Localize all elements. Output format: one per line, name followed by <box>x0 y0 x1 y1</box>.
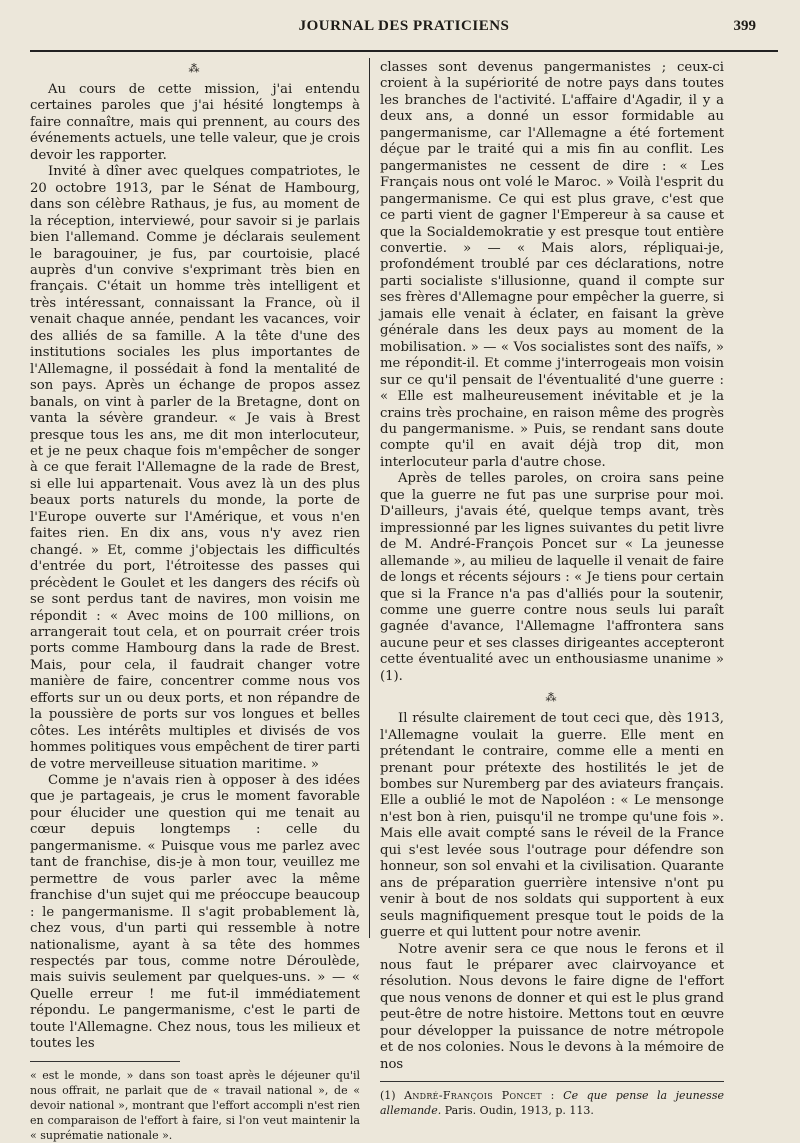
section-stars: ⁂ <box>188 62 202 75</box>
paragraph: Après de telles paroles, on croira sans peine que la guerre ne fut pas une surprise pour moi. D'ailleurs, j'avais été, quelque temps avant, très impressionné par les lignes suivantes du petit livre de M. André-François Poncet sur « La jeunesse allemande », au milieu de laquelle il venait de faire de longs et récents séjours : « Je tiens pour certain que si la France n'a pas d'alliés pour la soutenir, comme une guerre contre nous seuls lui paraît gagnée d'avance, l'Allemagne l'affrontera sans aucune peur et ses classes dirigeantes accepteront cette éventualité avec un enthousiasme unanime » (1). <box>380 471 724 684</box>
footnote-imprint: Paris. Oudin, 1913, p. 113. <box>444 1104 594 1118</box>
footnote-author: André-François Poncet : <box>404 1089 555 1103</box>
paragraph: Invité à dîner avec quelques compatriotes, le 20 octobre 1913, par le Sénat de Hambourg, dans son célèbre Rathaus, je fus, au moment de la réception, interviewé, pour savoir si je parlais bien l'allemand. Comme je déclarais seulement le baragouiner, je fus, par courtoisie, placé auprès d'un convive s'exprimant très bien en français. C'était un homme très intelligent et très intéressant, connaissant la France, où il venait chaque année, pendant les vacances, voir des alliés de sa famille. A la tête d'une des institutions sociales les plus importantes de l'Allemagne, il possédait à fond la mentalité de son pays. Après un échange de propos assez banals, on vint à parler de la Bretagne, dont on vanta la sévère grandeur. « Je vais à Brest presque tous les ans, me dit mon interlocuteur, et je ne peux chaque fois m'empêcher de songer à ce que ferait l'Allemagne de la rade de Brest, si elle lui appartenait. Vous avez là un des plus beaux ports naturels du monde, la porte de l'Europe ouverte sur l'Amérique, et vous n'en faites rien. En dix ans, vous n'y avez rien changé. » Et, comme j'objectais les difficultés d'entrée du port, l'étroitesse des passes qui précèdent le Goulet et les dangers des récifs où se sont perdus tant de navires, mon voisin me répondit : « Avec moins de 100 millions, on arrangerait tout cela, et on pourrait créer trois ports comme Hambourg dans la rade de Brest. Mais, pour cela, il faudrait changer votre manière de faire, concentrer comme nous vos efforts sur un ou deux ports, et non répandre de la poussière de ports sur vos longues et belles côtes. Les intérêts multiples et divisés de vos hommes politiques vous empêchent de tirer parti de votre merveilleuse situation maritime. » <box>30 164 360 772</box>
paragraph: Notre avenir sera ce que nous le ferons et il nous faut le préparer avec clairvoyance et résolution. Nous devons le faire digne de l'effort que nous venons de donner et qui est le plus grand peut-être de notre histoire. Mettons tout en œuvre pour développer la puissance de notre métropole et de nos colonies. Nous le devons à la mémoire de nos <box>380 941 724 1072</box>
footnote-continued: « est le monde, » dans son toast après le déjeuner qu'il nous offrait, ne parlait que de « travail national », de « devoir national », montrant que l'effort accompli n'est rien en comparaison de l'effort à faire, si l'on veut maintenir la « suprématie nationale ». <box>30 1068 360 1142</box>
page-header <box>30 14 778 44</box>
footnote-rule <box>380 1081 724 1082</box>
paragraph: Il résulte clairement de tout ceci que, dès 1913, l'Allemagne voulait la guerre. Elle ment en prétendant le contraire, comme elle a menti en prenant pour prétexte des hostilités le jet de bombes sur Nuremberg par des aviateurs français. Elle a oublié le mot de Napoléon : « Le mensonge n'est bon à rien, puisqu'il ne trompe qu'une fois ». Mais elle avait compté sans le réveil de la France qui s'est levée sous l'outrage pour défendre son honneur, son sol envahi et la civilisation. Quarante ans de préparation guerrière intensive n'ont pu venir à bout de nos soldats qui supportent à eux seuls magnifiquement presque tout le poids de la guerre et qui luttent pour notre avenir. <box>380 711 724 941</box>
right-column <box>380 60 724 1118</box>
page-number: 399 <box>733 18 756 34</box>
paragraph: Comme je n'avais rien à opposer à des idées que je partageais, je crus le moment favorable pour élucider une question qui me tenait au cœur depuis longtemps : celle du pangermanisme. « Puisque vous me parlez avec tant de franchise, dis-je à mon tour, veuillez me permettre de vous parler avec la même franchise d'un sujet qui me préoccupe beaucoup : le pangermanisme. Il s'agit probablement là, chez vous, d'un parti qui ressemble à notre nationalisme, ayant à sa tête des hommes respectés par tous, comme notre Déroulède, mais suivis seulement par quelques-uns. » — « Quelle erreur ! me fut-il immédiatement répondu. Le pangermanisme, c'est le parti de toute l'Allemagne. Chez nous, tous les milieux et toutes les <box>30 773 360 1052</box>
paragraph: Au cours de cette mission, j'ai entendu certaines paroles que j'ai hésité longtemps à faire connaître, mais qui prennent, au cours des événements actuels, une telle valeur, que je crois devoir les rapporter. <box>30 82 360 163</box>
footnote-number: (1) <box>380 1089 396 1103</box>
section-stars: ⁂ <box>545 691 559 705</box>
left-column <box>30 60 360 1143</box>
column-divider <box>369 58 370 938</box>
header-rule <box>30 50 778 52</box>
journal-title: JOURNAL DES PRATICIENS <box>298 18 510 34</box>
footnote-work: Ce que pense la jeunesse allemande. <box>380 1089 724 1118</box>
paragraph: classes sont devenus pangermanistes ; ceux-ci croient à la supériorité de notre pays dans toutes les branches de l'activité. L'affaire d'Agadir, il y a deux ans, a donné un essor formidable au pangermanisme, car l'Allemagne a été fortement déçue par le traité qui a mis fin au conflit. Les pangermanistes ne cessent de dire : « Les Français nous ont volé le Maroc. » Voilà l'esprit du pangermanisme. Ce qui est plus grave, c'est que ce parti vient de gagner l'Empereur à sa cause et que la Socialdemokratie y est presque tout entière convertie. » — « Mais alors, répliquai-je, profondément troublé par ces déclarations, notre parti socialiste s'illusionne, quand il compte sur ses frères d'Allemagne pour empêcher la guerre, si jamais elle venait à éclater, en faisant la grève générale dans les deux pays au moment de la mobilisation. » — « Vos socialistes sont des naïfs, » me répondit-il. Et comme j'interrogeais mon voisin sur ce qu'il pensait de l'éventualité d'une guerre : « Elle est malheureusement inévitable et je la crains très prochaine, en raison même des progrès du pangermanisme. » Puis, se rendant sans doute compte qu'il en avait déjà trop dit, mon interlocuteur parla d'autre chose. <box>380 60 724 470</box>
footnote <box>380 1088 724 1118</box>
footnote-rule <box>30 1061 180 1062</box>
